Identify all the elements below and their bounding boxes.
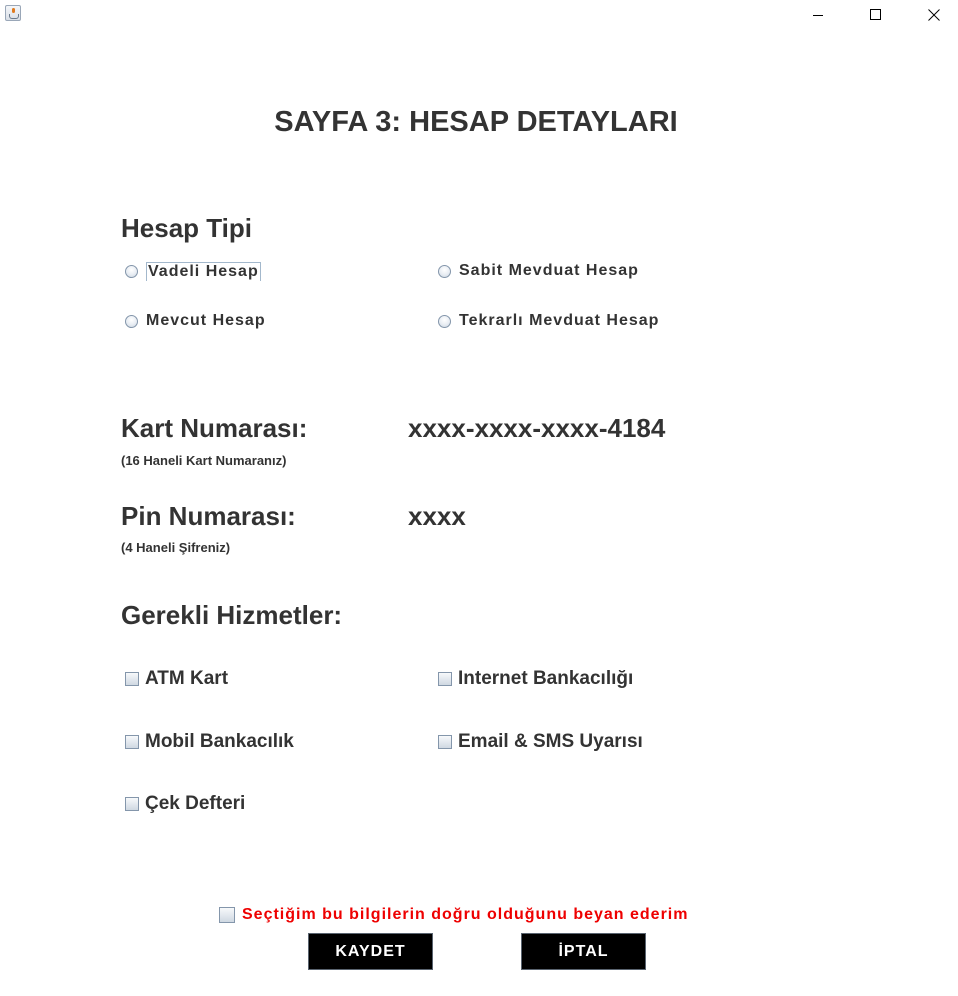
card-number-label: Kart Numarası: bbox=[121, 413, 308, 443]
declaration-checkbox[interactable] bbox=[219, 906, 688, 924]
checkbox-label: Mobil Bankacılık bbox=[145, 731, 294, 752]
checkbox-icon bbox=[125, 672, 139, 686]
radio-sabit-mevduat-hesap[interactable] bbox=[438, 262, 639, 280]
checkbox-icon bbox=[438, 672, 452, 686]
title-bar bbox=[0, 0, 958, 32]
pin-number-value: xxxx bbox=[408, 501, 466, 531]
radio-mevcut-hesap[interactable] bbox=[125, 312, 266, 330]
radio-label: Sabit Mevduat Hesap bbox=[459, 262, 639, 279]
checkbox-icon bbox=[125, 735, 139, 749]
radio-label: Vadeli Hesap bbox=[148, 263, 259, 280]
radio-label: Mevcut Hesap bbox=[146, 312, 266, 329]
close-icon bbox=[928, 9, 940, 21]
radio-label: Tekrarlı Mevduat Hesap bbox=[459, 312, 660, 329]
page-title bbox=[0, 106, 958, 139]
cancel-button[interactable]: İPTAL bbox=[521, 933, 646, 970]
page-title-text: SAYFA 3: HESAP DETAYLARI bbox=[274, 106, 678, 138]
card-number-note: (16 Haneli Kart Numaranız) bbox=[121, 453, 287, 468]
checkbox-icon bbox=[438, 735, 452, 749]
checkbox-icon bbox=[125, 797, 139, 811]
radio-circle-icon bbox=[438, 265, 451, 278]
maximize-icon bbox=[870, 9, 882, 21]
pin-number-label: Pin Numarası: bbox=[121, 501, 296, 531]
checkbox-label: Email & SMS Uyarısı bbox=[458, 731, 643, 752]
radio-circle-icon bbox=[125, 315, 138, 328]
services-heading: Gerekli Hizmetler: bbox=[121, 600, 343, 630]
checkbox-label: Internet Bankacılığı bbox=[458, 668, 634, 689]
pin-number-note: (4 Haneli Şifreniz) bbox=[121, 540, 231, 555]
radio-circle-icon bbox=[438, 315, 451, 328]
checkbox-mobil-bankacilik[interactable] bbox=[125, 731, 294, 753]
account-type-heading: Hesap Tipi bbox=[121, 213, 253, 243]
save-button[interactable]: KAYDET bbox=[308, 933, 433, 970]
checkbox-icon bbox=[219, 907, 235, 923]
card-number-value: xxxx-xxxx-xxxx-4184 bbox=[408, 413, 666, 443]
radio-circle-icon bbox=[125, 265, 138, 278]
checkbox-cek-defteri[interactable] bbox=[125, 793, 245, 815]
checkbox-atm-kart[interactable] bbox=[125, 668, 228, 690]
close-button[interactable] bbox=[911, 0, 957, 30]
checkbox-internet-bankaciligi[interactable] bbox=[438, 668, 633, 690]
radio-vadeli-hesap[interactable] bbox=[125, 262, 261, 281]
minimize-button[interactable] bbox=[795, 0, 841, 30]
minimize-icon bbox=[812, 9, 824, 21]
declaration-label: Seçtiğim bu bilgilerin doğru olduğunu beyan ederim bbox=[242, 906, 689, 923]
checkbox-label: Çek Defteri bbox=[145, 793, 246, 814]
maximize-button[interactable] bbox=[853, 0, 899, 30]
radio-tekrarli-mevduat-hesap[interactable] bbox=[438, 312, 659, 330]
java-cup-icon bbox=[5, 5, 21, 21]
checkbox-label: ATM Kart bbox=[145, 668, 229, 689]
checkbox-email-sms-uyarisi[interactable] bbox=[438, 731, 643, 753]
